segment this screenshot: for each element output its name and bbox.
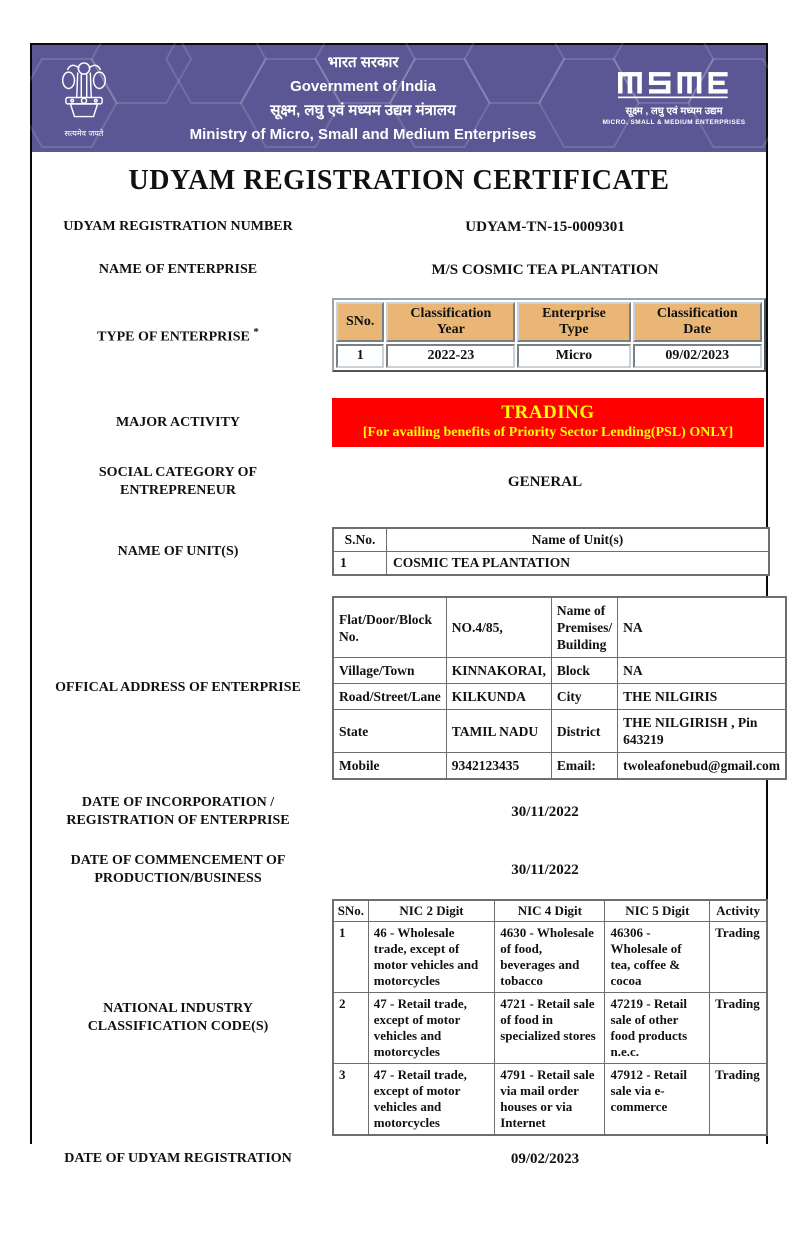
- enterprise-name-value: M/S COSMIC TEA PLANTATION: [431, 261, 659, 278]
- major-activity-label: MAJOR ACTIVITY: [115, 414, 241, 430]
- table-cell: THE NILGIRISH , Pin 643219: [618, 710, 786, 753]
- address-label: OFFICAL ADDRESS OF ENTERPRISE: [55, 680, 301, 695]
- nic-table: [332, 899, 768, 1136]
- commencement-date-row: [32, 852, 766, 888]
- table-cell: 2022-23: [386, 344, 515, 368]
- column-header: Classification Date: [633, 302, 762, 342]
- registration-number-row: [32, 218, 766, 236]
- registration-number-value: UDYAM-TN-15-0009301: [465, 218, 625, 235]
- social-category-value: GENERAL: [507, 473, 583, 490]
- nic-codes-label: NATIONAL INDUSTRY CLASSIFICATION CODE(S): [87, 1000, 269, 1034]
- certificate-page: [30, 43, 781, 1167]
- table-cell: 4791 - Retail sale via mail order houses or via Internet: [495, 1064, 605, 1136]
- enterprise-type-row: [32, 298, 766, 372]
- udyam-registration-date-label: DATE OF UDYAM REGISTRATION: [64, 1151, 292, 1166]
- classification-table: [332, 298, 766, 372]
- column-header: NIC 4 Digit: [495, 900, 605, 922]
- udyam-registration-date-value: 09/02/2023: [510, 1150, 580, 1167]
- units-row: [32, 527, 766, 576]
- table-cell: City: [551, 684, 617, 710]
- incorporation-date-row: [32, 794, 766, 830]
- table-cell: Micro: [517, 344, 630, 368]
- column-header: Activity: [710, 900, 767, 922]
- table-cell: Trading: [710, 993, 767, 1064]
- major-activity-row: [32, 398, 766, 447]
- email-cell: twoleafonebud@gmail.com: [618, 753, 786, 780]
- units-value: [324, 527, 770, 576]
- units-label: NAME OF UNIT(S): [117, 543, 239, 559]
- table-cell: 1: [336, 344, 384, 368]
- table-row: [333, 552, 769, 576]
- table-row: [333, 753, 786, 780]
- social-category-label: SOCIAL CATEGORY OF ENTREPRENEUR: [98, 465, 258, 498]
- table-cell: 46 - Wholesale trade, except of motor vehicles and motorcycles: [368, 922, 495, 993]
- table-cell: 9342123435: [446, 753, 551, 780]
- column-header: S.No.: [333, 528, 387, 552]
- table-cell: NO.4/85,: [446, 597, 551, 658]
- ministry-line: Ministry of Micro, Small and Medium Enterprises: [189, 125, 537, 143]
- table-cell: 1: [333, 922, 368, 993]
- table-row: [333, 684, 786, 710]
- table-cell: 3: [333, 1064, 368, 1136]
- column-header: Enterprise Type: [517, 302, 630, 342]
- emblem-motto: सत्यमेव जयते: [64, 128, 104, 138]
- psl-note: [For availing benefits of Priority Sector Lending(PSL) ONLY]: [362, 425, 734, 440]
- table-row: [333, 710, 786, 753]
- address-row: [32, 596, 781, 780]
- government-line: Government of India: [290, 77, 436, 95]
- table-cell: TAMIL NADU: [446, 710, 551, 753]
- units-table: [332, 527, 770, 576]
- major-activity-text: TRADING: [501, 402, 595, 423]
- major-activity-value: [324, 398, 766, 447]
- ministry-heading: [136, 51, 590, 147]
- ashoka-emblem-icon: [55, 59, 113, 127]
- column-header: Classification Year: [386, 302, 515, 342]
- table-cell: Trading: [710, 922, 767, 993]
- table-cell: KILKUNDA: [446, 684, 551, 710]
- enterprise-name-row: [32, 261, 766, 279]
- table-cell: Trading: [710, 1064, 767, 1136]
- column-header: NIC 5 Digit: [605, 900, 710, 922]
- enterprise-type-value: [324, 298, 766, 372]
- table-cell: 2: [333, 993, 368, 1064]
- table-row: [336, 344, 762, 368]
- table-cell: COSMIC TEA PLANTATION: [387, 552, 770, 576]
- table-cell: 46306 - Wholesale of tea, coffee & cocoa: [605, 922, 710, 993]
- column-header: Name of Unit(s): [387, 528, 770, 552]
- table-cell: THE NILGIRIS: [618, 684, 786, 710]
- header-banner: [32, 45, 766, 152]
- major-activity-highlight: [332, 398, 764, 447]
- table-cell: 1: [333, 552, 387, 576]
- table-cell: State: [333, 710, 446, 753]
- table-row: [333, 993, 767, 1064]
- msme-hindi-caption: सूक्ष्म , लघु एवं मध्यम उद्यम: [625, 105, 723, 117]
- column-header: SNo.: [336, 302, 384, 342]
- enterprise-name-label: NAME OF ENTERPRISE: [98, 262, 258, 277]
- table-cell: Road/Street/Lane: [333, 684, 446, 710]
- hindi-ministry-line: सूक्ष्म, लघु एवं मध्यम उद्यम मंत्रालय: [270, 101, 456, 119]
- table-cell: KINNAKORAI,: [446, 658, 551, 684]
- enterprise-type-label: TYPE OF ENTERPRISE *: [97, 326, 259, 345]
- table-row: [333, 922, 767, 993]
- hindi-government-line: भारत सरकार: [327, 53, 399, 71]
- incorporation-date-label: DATE OF INCORPORATION / REGISTRATION OF ENTERPRISE: [66, 795, 290, 828]
- table-cell: 09/02/2023: [633, 344, 762, 368]
- india-emblem: [32, 59, 136, 139]
- table-cell: District: [551, 710, 617, 753]
- table-row: [333, 658, 786, 684]
- social-category-row: [32, 464, 766, 500]
- msme-english-caption: MICRO, SMALL & MEDIUM ENTERPRISES: [602, 118, 746, 126]
- address-value: [324, 596, 787, 780]
- column-header: NIC 2 Digit: [368, 900, 495, 922]
- registration-number-label: UDYAM REGISTRATION NUMBER: [63, 219, 293, 234]
- table-header-row: [336, 302, 762, 342]
- table-cell: NA: [618, 597, 786, 658]
- page-title: UDYAM REGISTRATION CERTIFICATE: [128, 165, 670, 196]
- table-row: [333, 1064, 767, 1136]
- table-cell: Mobile: [333, 753, 446, 780]
- nic-codes-value: [324, 899, 768, 1136]
- commencement-date-label: DATE OF COMMENCEMENT OF PRODUCTION/BUSINESS: [70, 853, 286, 886]
- table-cell: 47 - Retail trade, except of motor vehicles and motorcycles: [368, 993, 495, 1064]
- nic-codes-row: [32, 899, 766, 1136]
- table-header-row: [333, 528, 769, 552]
- table-cell: Block: [551, 658, 617, 684]
- column-header: SNo.: [333, 900, 368, 922]
- udyam-registration-date-row: [32, 1150, 766, 1168]
- incorporation-date-value: 30/11/2022: [511, 803, 579, 820]
- msme-logo: [590, 72, 766, 126]
- table-row: [333, 597, 786, 658]
- commencement-date-value: 30/11/2022: [511, 861, 579, 878]
- table-cell: Name of Premises/ Building: [551, 597, 617, 658]
- table-cell: Flat/Door/Block No.: [333, 597, 446, 658]
- table-cell: NA: [618, 658, 786, 684]
- table-header-row: [333, 900, 767, 922]
- table-cell: Village/Town: [333, 658, 446, 684]
- table-cell: 47 - Retail trade, except of motor vehicles and motorcycles: [368, 1064, 495, 1136]
- table-cell: 4721 - Retail sale of food in specialized stores: [495, 993, 605, 1064]
- msme-wordmark-icon: [618, 72, 730, 99]
- address-table: [332, 596, 787, 780]
- table-cell: 47912 - Retail sale via e-commerce: [605, 1064, 710, 1136]
- asterisk-mark: *: [253, 326, 259, 339]
- table-cell: 47219 - Retail sale of other food products n.e.c.: [605, 993, 710, 1064]
- table-cell: Email:: [551, 753, 617, 780]
- table-cell: 4630 - Wholesale of food, beverages and tobacco: [495, 922, 605, 993]
